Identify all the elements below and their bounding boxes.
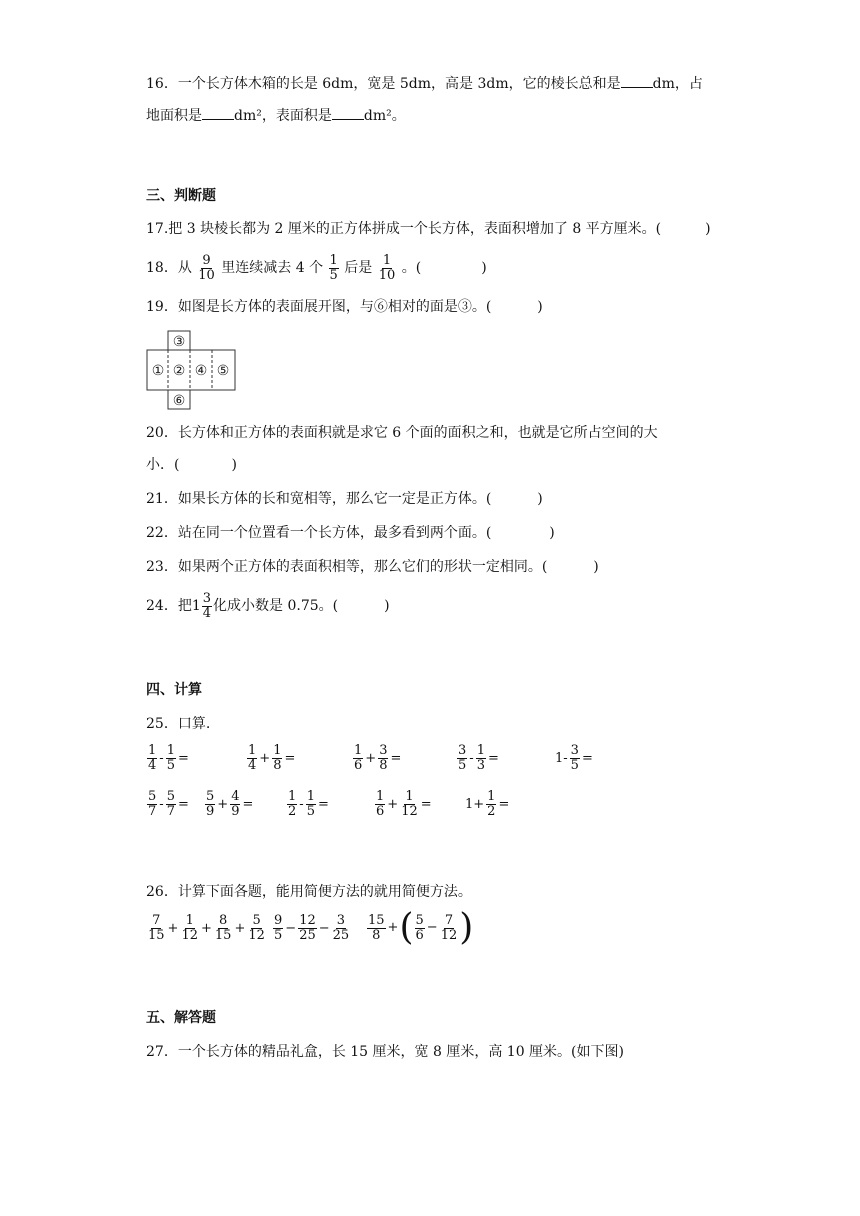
- oral-expression: $\frac{1}{2}$ - $\frac{1}{5}$ =: [288, 789, 329, 819]
- oral-expression: $\frac{5}{7}$ - $\frac{5}{7}$ =: [148, 789, 189, 819]
- oral-expression: $\frac{3}{5}$ - $\frac{1}{3}$ =: [458, 743, 499, 773]
- oral-expression: $\frac{1}{6}$ + $\frac{3}{8}$ =: [354, 743, 402, 773]
- oral-expression: $\frac{1}{6}$ + $\frac{1}{12}$ =: [376, 789, 432, 819]
- question-22: 22．站在同一个位置看一个长方体，最多看到两个面。( ): [146, 525, 555, 541]
- question-21: 21．如果长方体的长和宽相等，那么它一定是正方体。( ): [146, 491, 543, 507]
- question-20-line1: 20．长方体和正方体的表面积就是求它 6 个面的面积之和，也就是它所占空间的大: [146, 425, 658, 441]
- question-25-title: 25．口算.: [146, 716, 211, 732]
- question-24: 24．把1 $\frac{3}{4}$ 化成小数是 0.75。( ): [146, 590, 390, 621]
- section-heading: 五、解答题: [146, 1010, 216, 1026]
- fraction: $\frac{1}{5}$: [329, 252, 338, 283]
- question-27: 27．一个长方体的精品礼盒，长 15 厘米，宽 8 厘米，高 10 厘米。(如下图): [146, 1044, 624, 1060]
- oral-expression: $\frac{1}{4}$ + $\frac{1}{8}$ =: [248, 743, 296, 773]
- question-26-title: 26．计算下面各题，能用简便方法的就用简便方法。: [146, 884, 472, 900]
- section-heading: 三、判断题: [146, 188, 216, 204]
- fraction: $\frac{9}{10}$: [198, 252, 215, 283]
- question-18: 18．从 $\frac{9}{10}$ 里连续减去 4 个 $\frac{1}{5}$ 后是 $\frac{1}{10}$ 。( ): [146, 252, 487, 283]
- question-16-line1: 16．一个长方体木箱的长是 6dm，宽是 5dm，高是 3dm，它的棱长总和是 dm，占: [146, 76, 703, 92]
- question-16-line2: 地面积是 dm²，表面积是 dm²。: [146, 108, 406, 124]
- question-19: 19．如图是长方体的表面展开图，与⑥相对的面是③。( ): [146, 299, 543, 315]
- oral-expression: 1+ $\frac{1}{2}$ =: [465, 789, 510, 819]
- net-face-label: ①: [151, 363, 165, 379]
- net-face-label: ⑤: [216, 363, 230, 379]
- calc-expression: $\frac{7}{15}$ + $\frac{1}{12}$ + $\frac{8}{15}$ + $\frac{5}{12}$: [148, 913, 265, 943]
- oral-expression: $\frac{1}{4}$ - $\frac{1}{5}$ =: [148, 743, 189, 773]
- net-face-label: ③: [172, 334, 186, 350]
- net-face-label: ②: [172, 363, 186, 379]
- answer-blank[interactable]: [332, 107, 364, 120]
- question-17: 17.把 3 块棱长都为 2 厘米的正方体拼成一个长方体，表面积增加了 8 平方厘米。( ): [146, 221, 711, 237]
- calc-expression: $\frac{9}{5}$ − $\frac{12}{25}$ − $\frac{3}{25}$: [274, 913, 350, 943]
- oral-expression: 1- $\frac{3}{5}$ =: [555, 743, 593, 773]
- net-face-label: ⑥: [172, 393, 186, 409]
- fraction: $\frac{3}{4}$: [202, 590, 212, 621]
- question-20-line2: 小．( ): [146, 457, 237, 473]
- answer-blank[interactable]: [621, 75, 653, 88]
- net-face-label: ④: [194, 363, 208, 379]
- question-23: 23．如果两个正方体的表面积相等，那么它们的形状一定相同。( ): [146, 559, 599, 575]
- oral-expression: $\frac{5}{9}$ + $\frac{4}{9}$ =: [206, 789, 254, 819]
- answer-blank[interactable]: [202, 107, 234, 120]
- section-heading: 四、计算: [146, 682, 202, 698]
- calc-expression: $\frac{15}{8}$ +( $\frac{5}{6}$ − $\frac{7}{12}$ ): [368, 907, 474, 948]
- fraction: $\frac{1}{10}$: [378, 252, 396, 283]
- cuboid-net-diagram: [146, 330, 238, 410]
